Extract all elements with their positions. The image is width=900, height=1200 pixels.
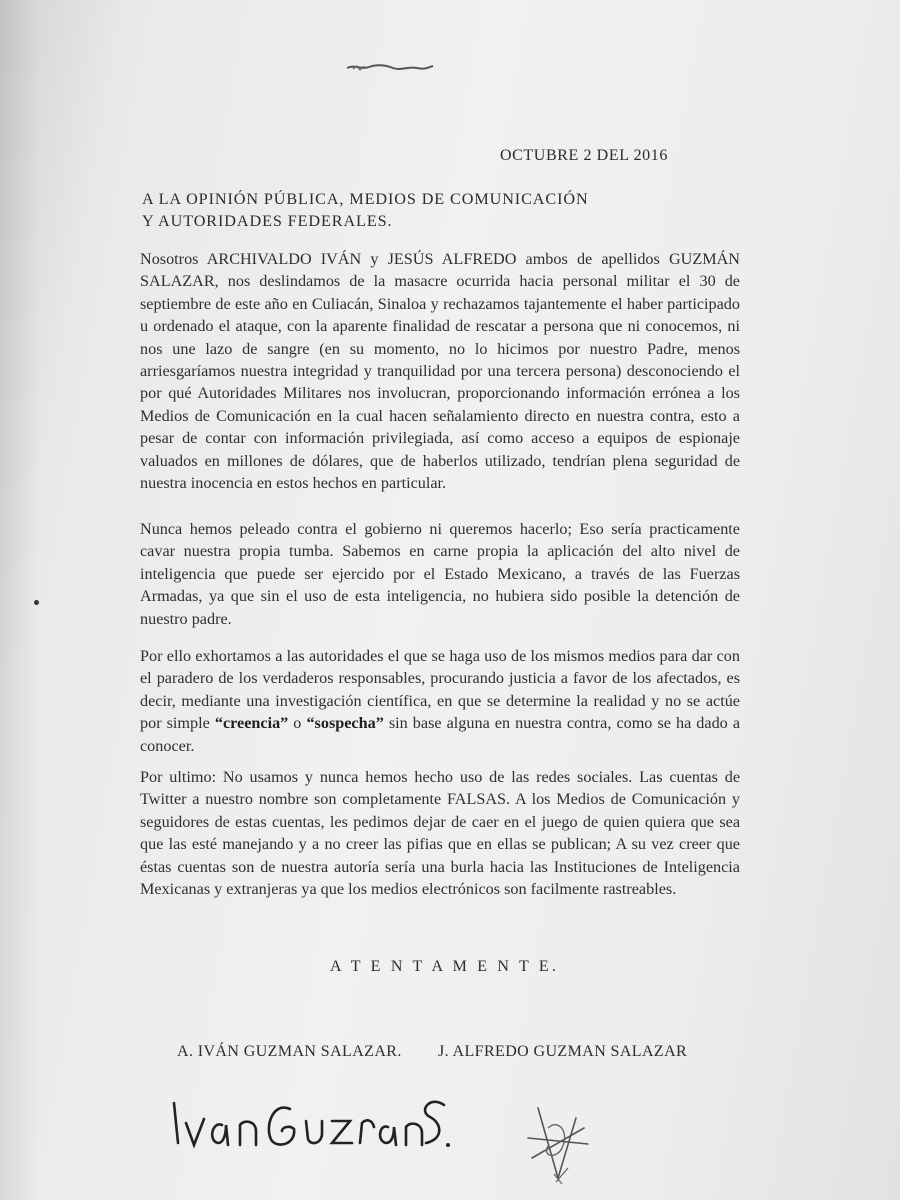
- handwritten-signature-ivan: [160, 1085, 450, 1165]
- addressee-line-2: Y AUTORIDADES FEDERALES.: [142, 212, 393, 230]
- paragraph-denial: Nosotros ARCHIVALDO IVÁN y JESÚS ALFREDO ambos de apellidos GUZMÁN SALAZAR, nos deslindamos de la masacre ocurrida hacia personal militar el 30 de septiembre de este año en Culiacán, Sinaloa y rechazamos tajantemente el haber participado u ordenado el ataque, con la aparente finalidad de rescatar a persona que ni conocemos, ni nos une lazo de sangre (en su momento, no lo hicimos por nuestro Padre, menos arriesgaríamos nuestra integridad y tranquilidad por una tercera persona) desconociendo el por qué Autoridades Militares nos involucran, proporcionando información errónea a los Medios de Comunicación en la cual hacen señalamiento directo en nuestra contra, esto a pesar de contar con información privilegiada, así como acceso a equipos de espionaje valuados en millones de dólares, que de haberlos utilizado, tendrían plena seguridad de nuestra inocencia en estos hechos en particular.: [140, 250, 740, 493]
- addressee-block: [142, 188, 742, 232]
- letter-date: OCTUBRE 2 DEL 2016: [500, 147, 668, 164]
- paragraph-government: Nunca hemos peleado contra el gobierno ni queremos hacerlo; Eso sería practicamente cavar nuestra propia tumba. Sabemos en carne propia la aplicación del alto nivel de inteligencia que puede ser ejercido por el Estado Mexicano, a través de las Fuerzas Armadas, ya que sin el uso de esta inteligencia, no hubiera sido posible la detención de nuestro padre.: [140, 520, 740, 628]
- closing-salutation: A T E N T A M E N T E.: [330, 958, 560, 975]
- word-sospecha: “sospecha”: [306, 714, 384, 733]
- paragraph-social-media: Por ultimo: No usamos y nunca hemos hecho uso de las redes sociales. Las cuentas de Twitter a nuestro nombre son completamente FALSAS. A los Medios de Comunicación y seguidores de estas cuentas, les pedimos dejar de caer en el juego de quien quiera que sea que las esté manejando y a no creer las pifias que en ellas se publican; A su vez creer que éstas cuentas son de nuestra autoría sería una burla hacia las Instituciones de Inteligencia Mexicanas y extranjeras ya que los medios electrónicos son facilmente rastreables.: [140, 768, 740, 899]
- exhortation-text-a: Por ello exhortamos a las autoridades el que se haga uso de los mismos medios para dar con el paradero de los verdaderos responsables, procurando justicia a favor de los afectados, es decir, mediante una investigación científica, en que se determine la realidad y no se actúe por simple: [140, 647, 740, 733]
- exhortation-text-c: o: [288, 714, 307, 733]
- header-scribble: [345, 60, 435, 74]
- handwritten-signature-alfredo: [518, 1098, 598, 1188]
- paper-mark: [34, 600, 39, 605]
- exhortation-text-e: sin base alguna en nuestra contra, como se ha dado a conocer.: [140, 714, 740, 755]
- paragraph-exhortation: [140, 645, 740, 757]
- signatory-alfredo: J. ALFREDO GUZMAN SALAZAR: [438, 1043, 688, 1060]
- word-creencia: “creencia”: [214, 714, 289, 733]
- signatory-ivan: A. IVÁN GUZMAN SALAZAR.: [177, 1043, 402, 1060]
- addressee-line-1: A LA OPINIÓN PÚBLICA, MEDIOS DE COMUNICACIÓN: [142, 190, 589, 208]
